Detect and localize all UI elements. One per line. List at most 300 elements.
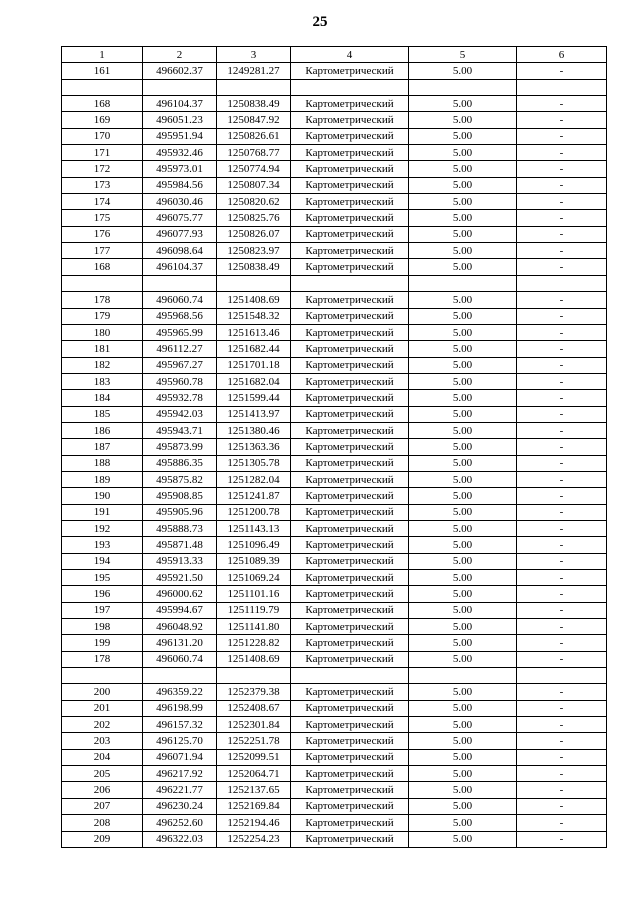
method-cell <box>291 668 409 684</box>
y-coordinate-cell: 1250820.62 <box>217 194 291 210</box>
y-coordinate-cell: 1251408.69 <box>217 292 291 308</box>
note-cell: - <box>517 194 607 210</box>
point-number-cell: 168 <box>62 259 143 275</box>
point-number-cell: 169 <box>62 112 143 128</box>
point-number-cell: 199 <box>62 635 143 651</box>
accuracy-cell: 5.00 <box>409 782 517 798</box>
x-coordinate-cell: 495968.56 <box>143 308 217 324</box>
note-cell: - <box>517 635 607 651</box>
y-coordinate-cell: 1251548.32 <box>217 308 291 324</box>
header-cell: 1 <box>62 47 143 63</box>
point-number-cell: 173 <box>62 177 143 193</box>
table-row <box>62 537 607 553</box>
note-cell: - <box>517 128 607 144</box>
accuracy-cell <box>409 668 517 684</box>
note-cell: - <box>517 537 607 553</box>
y-coordinate-cell: 1251380.46 <box>217 422 291 438</box>
accuracy-cell: 5.00 <box>409 815 517 831</box>
x-coordinate-cell: 496112.27 <box>143 341 217 357</box>
point-number-cell: 181 <box>62 341 143 357</box>
y-coordinate-cell: 1251089.39 <box>217 553 291 569</box>
table-row <box>62 635 607 651</box>
point-number-cell: 201 <box>62 700 143 716</box>
y-coordinate-cell: 1250838.49 <box>217 96 291 112</box>
note-cell: - <box>517 308 607 324</box>
y-coordinate-cell: 1252301.84 <box>217 717 291 733</box>
method-cell: Картометрический <box>291 455 409 471</box>
table-row <box>62 471 607 487</box>
accuracy-cell <box>409 79 517 95</box>
accuracy-cell: 5.00 <box>409 537 517 553</box>
y-coordinate-cell: 1251682.44 <box>217 341 291 357</box>
table-row <box>62 766 607 782</box>
x-coordinate-cell: 495886.35 <box>143 455 217 471</box>
method-cell: Картометрический <box>291 766 409 782</box>
table-row <box>62 194 607 210</box>
y-coordinate-cell: 1251701.18 <box>217 357 291 373</box>
note-cell: - <box>517 226 607 242</box>
accuracy-cell: 5.00 <box>409 243 517 259</box>
note-cell: - <box>517 520 607 536</box>
accuracy-cell: 5.00 <box>409 357 517 373</box>
x-coordinate-cell: 495942.03 <box>143 406 217 422</box>
table-row <box>62 308 607 324</box>
table-row <box>62 373 607 389</box>
method-cell: Картометрический <box>291 520 409 536</box>
x-coordinate-cell: 495973.01 <box>143 161 217 177</box>
x-coordinate-cell: 496221.77 <box>143 782 217 798</box>
y-coordinate-cell: 1252379.38 <box>217 684 291 700</box>
point-number-cell: 186 <box>62 422 143 438</box>
accuracy-cell: 5.00 <box>409 406 517 422</box>
method-cell: Картометрический <box>291 145 409 161</box>
y-coordinate-cell: 1251241.87 <box>217 488 291 504</box>
point-number-cell: 184 <box>62 390 143 406</box>
accuracy-cell: 5.00 <box>409 455 517 471</box>
coordinates-table <box>61 46 607 848</box>
note-cell: - <box>517 798 607 814</box>
note-cell: - <box>517 651 607 667</box>
y-coordinate-cell: 1252254.23 <box>217 831 291 847</box>
table-row <box>62 651 607 667</box>
table-separator-row <box>62 79 607 95</box>
note-cell: - <box>517 259 607 275</box>
table-row <box>62 602 607 618</box>
table-row <box>62 210 607 226</box>
point-number-cell: 198 <box>62 619 143 635</box>
table-row <box>62 63 607 79</box>
note-cell: - <box>517 684 607 700</box>
point-number-cell: 190 <box>62 488 143 504</box>
accuracy-cell: 5.00 <box>409 831 517 847</box>
point-number-cell <box>62 668 143 684</box>
point-number-cell <box>62 79 143 95</box>
x-coordinate-cell: 495932.78 <box>143 390 217 406</box>
table-row <box>62 684 607 700</box>
y-coordinate-cell <box>217 668 291 684</box>
y-coordinate-cell: 1251119.79 <box>217 602 291 618</box>
point-number-cell: 180 <box>62 324 143 340</box>
accuracy-cell: 5.00 <box>409 63 517 79</box>
note-cell: - <box>517 815 607 831</box>
y-coordinate-cell: 1252251.78 <box>217 733 291 749</box>
point-number-cell: 175 <box>62 210 143 226</box>
accuracy-cell: 5.00 <box>409 586 517 602</box>
x-coordinate-cell: 496075.77 <box>143 210 217 226</box>
x-coordinate-cell: 495951.94 <box>143 128 217 144</box>
x-coordinate-cell: 495967.27 <box>143 357 217 373</box>
table-row <box>62 504 607 520</box>
accuracy-cell: 5.00 <box>409 570 517 586</box>
note-cell <box>517 275 607 291</box>
x-coordinate-cell: 496125.70 <box>143 733 217 749</box>
point-number-cell: 189 <box>62 471 143 487</box>
point-number-cell: 191 <box>62 504 143 520</box>
note-cell: - <box>517 488 607 504</box>
method-cell: Картометрический <box>291 161 409 177</box>
method-cell: Картометрический <box>291 243 409 259</box>
note-cell: - <box>517 373 607 389</box>
x-coordinate-cell: 496252.60 <box>143 815 217 831</box>
point-number-cell: 209 <box>62 831 143 847</box>
x-coordinate-cell: 496077.93 <box>143 226 217 242</box>
point-number-cell: 188 <box>62 455 143 471</box>
method-cell: Картометрический <box>291 570 409 586</box>
method-cell: Картометрический <box>291 553 409 569</box>
point-number-cell: 192 <box>62 520 143 536</box>
accuracy-cell: 5.00 <box>409 700 517 716</box>
y-coordinate-cell: 1251413.97 <box>217 406 291 422</box>
y-coordinate-cell: 1252137.65 <box>217 782 291 798</box>
point-number-cell: 178 <box>62 292 143 308</box>
point-number-cell: 176 <box>62 226 143 242</box>
header-cell: 2 <box>143 47 217 63</box>
method-cell: Картометрический <box>291 308 409 324</box>
point-number-cell: 197 <box>62 602 143 618</box>
table-row <box>62 422 607 438</box>
y-coordinate-cell: 1252194.46 <box>217 815 291 831</box>
x-coordinate-cell: 495932.46 <box>143 145 217 161</box>
table-row <box>62 520 607 536</box>
y-coordinate-cell: 1251228.82 <box>217 635 291 651</box>
table-row <box>62 553 607 569</box>
x-coordinate-cell: 495913.33 <box>143 553 217 569</box>
point-number-cell: 193 <box>62 537 143 553</box>
note-cell: - <box>517 210 607 226</box>
method-cell: Картометрический <box>291 177 409 193</box>
accuracy-cell: 5.00 <box>409 439 517 455</box>
point-number-cell: 179 <box>62 308 143 324</box>
y-coordinate-cell: 1251096.49 <box>217 537 291 553</box>
y-coordinate-cell: 1251613.46 <box>217 324 291 340</box>
accuracy-cell: 5.00 <box>409 373 517 389</box>
x-coordinate-cell: 496198.99 <box>143 700 217 716</box>
method-cell: Картометрический <box>291 635 409 651</box>
header-cell: 6 <box>517 47 607 63</box>
x-coordinate-cell: 496000.62 <box>143 586 217 602</box>
x-coordinate-cell: 495960.78 <box>143 373 217 389</box>
accuracy-cell: 5.00 <box>409 651 517 667</box>
x-coordinate-cell: 495871.48 <box>143 537 217 553</box>
y-coordinate-cell: 1250825.76 <box>217 210 291 226</box>
accuracy-cell: 5.00 <box>409 390 517 406</box>
x-coordinate-cell: 495921.50 <box>143 570 217 586</box>
note-cell: - <box>517 292 607 308</box>
accuracy-cell: 5.00 <box>409 210 517 226</box>
method-cell: Картометрический <box>291 112 409 128</box>
point-number-cell: 206 <box>62 782 143 798</box>
method-cell: Картометрический <box>291 357 409 373</box>
point-number-cell: 195 <box>62 570 143 586</box>
accuracy-cell: 5.00 <box>409 226 517 242</box>
table-row <box>62 831 607 847</box>
note-cell: - <box>517 96 607 112</box>
x-coordinate-cell: 495875.82 <box>143 471 217 487</box>
x-coordinate-cell: 495984.56 <box>143 177 217 193</box>
y-coordinate-cell: 1250807.34 <box>217 177 291 193</box>
table-row <box>62 341 607 357</box>
y-coordinate-cell: 1250826.61 <box>217 128 291 144</box>
note-cell: - <box>517 766 607 782</box>
method-cell: Картометрический <box>291 324 409 340</box>
method-cell: Картометрический <box>291 226 409 242</box>
note-cell: - <box>517 504 607 520</box>
point-number-cell: 203 <box>62 733 143 749</box>
x-coordinate-cell: 495908.85 <box>143 488 217 504</box>
note-cell: - <box>517 161 607 177</box>
table-separator-row <box>62 275 607 291</box>
note-cell: - <box>517 570 607 586</box>
method-cell: Картометрический <box>291 96 409 112</box>
method-cell: Картометрический <box>291 684 409 700</box>
point-number-cell <box>62 275 143 291</box>
y-coordinate-cell: 1250838.49 <box>217 259 291 275</box>
note-cell: - <box>517 341 607 357</box>
x-coordinate-cell: 495873.99 <box>143 439 217 455</box>
table-separator-row <box>62 668 607 684</box>
note-cell: - <box>517 406 607 422</box>
table-row <box>62 357 607 373</box>
method-cell: Картометрический <box>291 586 409 602</box>
method-cell: Картометрический <box>291 373 409 389</box>
x-coordinate-cell: 496157.32 <box>143 717 217 733</box>
point-number-cell: 200 <box>62 684 143 700</box>
accuracy-cell: 5.00 <box>409 471 517 487</box>
note-cell: - <box>517 717 607 733</box>
table-row <box>62 798 607 814</box>
accuracy-cell: 5.00 <box>409 520 517 536</box>
note-cell: - <box>517 782 607 798</box>
method-cell: Картометрический <box>291 651 409 667</box>
table-row <box>62 292 607 308</box>
y-coordinate-cell: 1251141.80 <box>217 619 291 635</box>
note-cell: - <box>517 112 607 128</box>
point-number-cell: 178 <box>62 651 143 667</box>
accuracy-cell: 5.00 <box>409 635 517 651</box>
y-coordinate-cell: 1251069.24 <box>217 570 291 586</box>
point-number-cell: 194 <box>62 553 143 569</box>
note-cell: - <box>517 700 607 716</box>
accuracy-cell: 5.00 <box>409 308 517 324</box>
y-coordinate-cell <box>217 79 291 95</box>
table-row <box>62 226 607 242</box>
table-row <box>62 406 607 422</box>
y-coordinate-cell: 1252099.51 <box>217 749 291 765</box>
note-cell: - <box>517 455 607 471</box>
note-cell: - <box>517 439 607 455</box>
header-cell: 4 <box>291 47 409 63</box>
note-cell: - <box>517 422 607 438</box>
accuracy-cell: 5.00 <box>409 733 517 749</box>
accuracy-cell: 5.00 <box>409 766 517 782</box>
x-coordinate-cell: 496131.20 <box>143 635 217 651</box>
table-row <box>62 488 607 504</box>
y-coordinate-cell: 1250774.94 <box>217 161 291 177</box>
method-cell: Картометрический <box>291 831 409 847</box>
x-coordinate-cell: 496602.37 <box>143 63 217 79</box>
table-row <box>62 324 607 340</box>
note-cell: - <box>517 357 607 373</box>
accuracy-cell: 5.00 <box>409 161 517 177</box>
page-number: 25 <box>312 14 328 30</box>
accuracy-cell: 5.00 <box>409 504 517 520</box>
accuracy-cell: 5.00 <box>409 602 517 618</box>
method-cell: Картометрический <box>291 798 409 814</box>
note-cell: - <box>517 733 607 749</box>
accuracy-cell: 5.00 <box>409 619 517 635</box>
note-cell: - <box>517 390 607 406</box>
table-row <box>62 96 607 112</box>
y-coordinate-cell: 1252169.84 <box>217 798 291 814</box>
note-cell: - <box>517 553 607 569</box>
x-coordinate-cell <box>143 668 217 684</box>
method-cell: Картометрический <box>291 619 409 635</box>
y-coordinate-cell: 1250768.77 <box>217 145 291 161</box>
point-number-cell: 168 <box>62 96 143 112</box>
accuracy-cell: 5.00 <box>409 112 517 128</box>
table-row <box>62 782 607 798</box>
point-number-cell: 207 <box>62 798 143 814</box>
accuracy-cell: 5.00 <box>409 96 517 112</box>
x-coordinate-cell: 496060.74 <box>143 292 217 308</box>
method-cell: Картометрический <box>291 749 409 765</box>
method-cell: Картометрический <box>291 341 409 357</box>
point-number-cell: 196 <box>62 586 143 602</box>
accuracy-cell: 5.00 <box>409 749 517 765</box>
table-row <box>62 749 607 765</box>
note-cell: - <box>517 602 607 618</box>
accuracy-cell: 5.00 <box>409 324 517 340</box>
method-cell: Картометрический <box>291 63 409 79</box>
accuracy-cell: 5.00 <box>409 128 517 144</box>
accuracy-cell: 5.00 <box>409 145 517 161</box>
table-header-row <box>62 47 607 63</box>
method-cell: Картометрический <box>291 537 409 553</box>
table-row <box>62 145 607 161</box>
table-row <box>62 586 607 602</box>
point-number-cell: 171 <box>62 145 143 161</box>
x-coordinate-cell: 496048.92 <box>143 619 217 635</box>
x-coordinate-cell: 496060.74 <box>143 651 217 667</box>
accuracy-cell: 5.00 <box>409 194 517 210</box>
point-number-cell: 172 <box>62 161 143 177</box>
note-cell: - <box>517 831 607 847</box>
method-cell: Картометрический <box>291 422 409 438</box>
table-row <box>62 700 607 716</box>
y-coordinate-cell: 1251143.13 <box>217 520 291 536</box>
x-coordinate-cell: 496230.24 <box>143 798 217 814</box>
method-cell: Картометрический <box>291 504 409 520</box>
note-cell: - <box>517 749 607 765</box>
accuracy-cell: 5.00 <box>409 259 517 275</box>
x-coordinate-cell: 495905.96 <box>143 504 217 520</box>
y-coordinate-cell: 1252408.67 <box>217 700 291 716</box>
method-cell: Картометрический <box>291 602 409 618</box>
method-cell <box>291 79 409 95</box>
method-cell: Картометрический <box>291 488 409 504</box>
y-coordinate-cell: 1251305.78 <box>217 455 291 471</box>
table-row <box>62 619 607 635</box>
y-coordinate-cell: 1251682.04 <box>217 373 291 389</box>
table-row <box>62 177 607 193</box>
x-coordinate-cell: 495994.67 <box>143 602 217 618</box>
method-cell: Картометрический <box>291 406 409 422</box>
accuracy-cell: 5.00 <box>409 488 517 504</box>
method-cell: Картометрический <box>291 210 409 226</box>
point-number-cell: 205 <box>62 766 143 782</box>
note-cell: - <box>517 471 607 487</box>
point-number-cell: 174 <box>62 194 143 210</box>
y-coordinate-cell: 1250826.07 <box>217 226 291 242</box>
table-row <box>62 439 607 455</box>
y-coordinate-cell: 1252064.71 <box>217 766 291 782</box>
y-coordinate-cell: 1251408.69 <box>217 651 291 667</box>
method-cell: Картометрический <box>291 782 409 798</box>
x-coordinate-cell: 496104.37 <box>143 259 217 275</box>
table-row <box>62 570 607 586</box>
method-cell: Картометрический <box>291 815 409 831</box>
table-row <box>62 717 607 733</box>
note-cell: - <box>517 243 607 259</box>
y-coordinate-cell: 1250823.97 <box>217 243 291 259</box>
method-cell: Картометрический <box>291 259 409 275</box>
point-number-cell: 170 <box>62 128 143 144</box>
point-number-cell: 202 <box>62 717 143 733</box>
method-cell: Картометрический <box>291 700 409 716</box>
accuracy-cell: 5.00 <box>409 422 517 438</box>
note-cell <box>517 79 607 95</box>
note-cell: - <box>517 324 607 340</box>
point-number-cell: 177 <box>62 243 143 259</box>
x-coordinate-cell: 496030.46 <box>143 194 217 210</box>
accuracy-cell: 5.00 <box>409 292 517 308</box>
point-number-cell: 183 <box>62 373 143 389</box>
method-cell: Картометрический <box>291 733 409 749</box>
point-number-cell: 161 <box>62 63 143 79</box>
x-coordinate-cell: 496322.03 <box>143 831 217 847</box>
table-row <box>62 259 607 275</box>
x-coordinate-cell: 495943.71 <box>143 422 217 438</box>
y-coordinate-cell: 1251363.36 <box>217 439 291 455</box>
point-number-cell: 185 <box>62 406 143 422</box>
accuracy-cell: 5.00 <box>409 177 517 193</box>
accuracy-cell: 5.00 <box>409 684 517 700</box>
accuracy-cell: 5.00 <box>409 341 517 357</box>
note-cell: - <box>517 63 607 79</box>
table-row <box>62 733 607 749</box>
header-cell: 5 <box>409 47 517 63</box>
x-coordinate-cell: 496217.92 <box>143 766 217 782</box>
